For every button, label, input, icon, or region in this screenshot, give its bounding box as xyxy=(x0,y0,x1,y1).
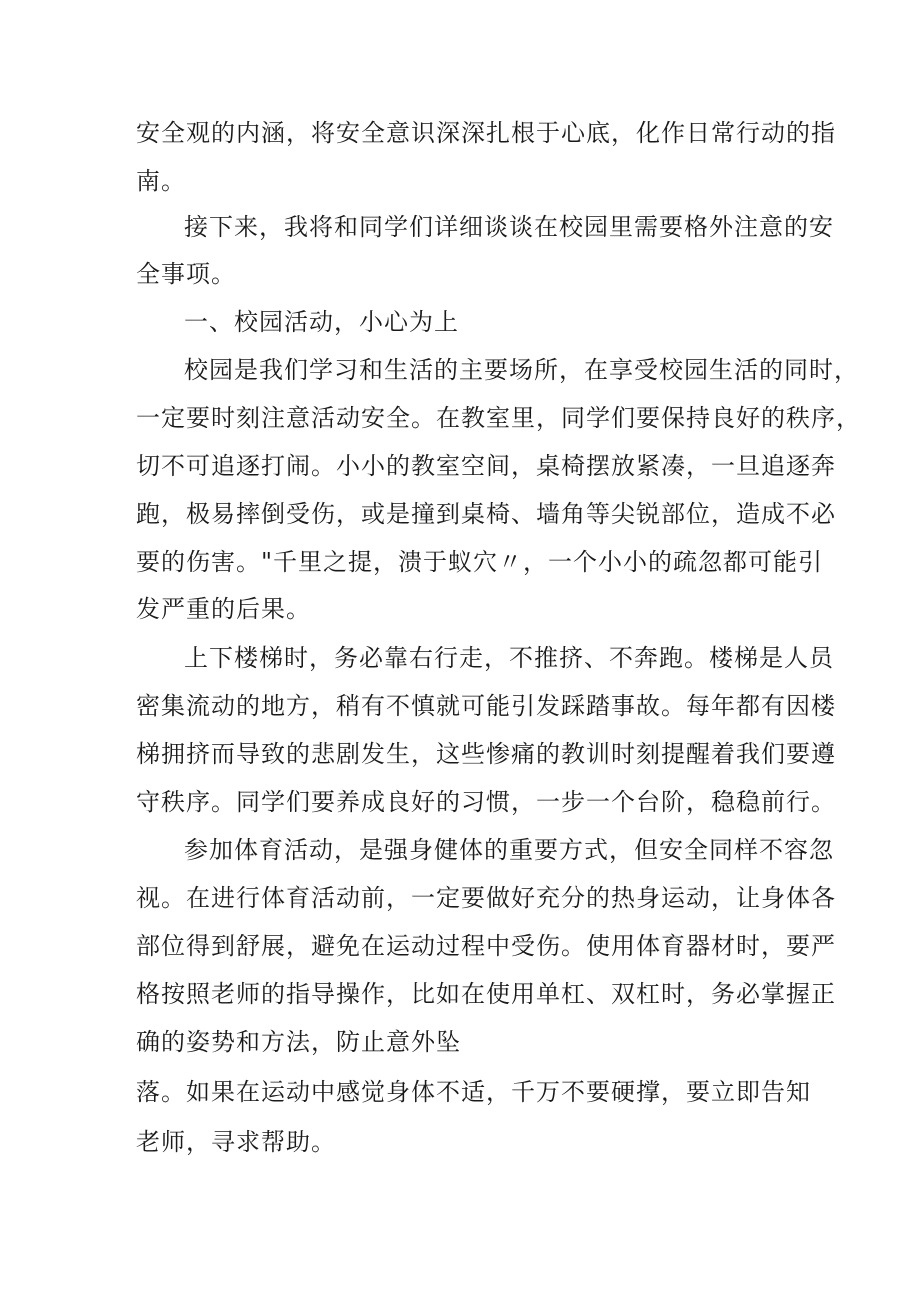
text-line: 一定要时刻注意活动安全。在教室里，同学们要保持良好的秩序， xyxy=(136,404,861,432)
text-line: 视。在进行体育活动前，一定要做好充分的热身运动，让身体各 xyxy=(136,884,836,912)
text-line: 梯拥挤而导致的悲剧发生，这些惨痛的教训时刻提醒着我们要遵 xyxy=(136,740,836,768)
text-line: 落。如果在运动中感觉身体不适，千万不要硬撑，要立即告知 xyxy=(136,1078,811,1106)
text-line: 老师，寻求帮助。 xyxy=(136,1128,336,1156)
text-line: 安全观的内涵，将安全意识深深扎根于心底，化作日常行动的指 xyxy=(136,119,836,147)
text-line: 全事项。 xyxy=(136,260,236,288)
paragraph-start-line: 上下楼梯时，务必靠右行走，不推挤、不奔跑。楼梯是人员 xyxy=(184,644,834,672)
text-line: 守秩序。同学们要养成良好的习惯，一步一个台阶，稳稳前行。 xyxy=(136,788,836,816)
text-line: 发严重的后果。 xyxy=(136,595,311,623)
text-line: 跑，极易摔倒受伤，或是撞到桌椅、墙角等尖锐部位，造成不必 xyxy=(136,500,836,528)
text-line: 南。 xyxy=(136,167,186,195)
paragraph-start-line: 接下来，我将和同学们详细谈谈在校园里需要格外注意的安 xyxy=(184,213,834,241)
text-line: 格按照老师的指导操作，比如在使用单杠、双杠时，务必掌握正 xyxy=(136,980,836,1008)
text-line: 部位得到舒展，避免在运动过程中受伤。使用体育器材时，要严 xyxy=(136,932,836,960)
text-line: 要的伤害。"千里之提，溃于蚁穴〃，一个小小的疏忽都可能引 xyxy=(136,548,824,576)
text-line: 密集流动的地方，稍有不慎就可能引发踩踏事故。每年都有因楼 xyxy=(136,692,836,720)
text-line: 确的姿势和方法，防止意外坠 xyxy=(136,1028,461,1056)
section-heading: 一、校园活动，小心为上 xyxy=(184,308,459,336)
paragraph-start-line: 参加体育活动，是强身健体的重要方式，但安全同样不容忽 xyxy=(184,836,834,864)
text-line: 切不可追逐打闹。小小的教室空间，桌椅摆放紧凑，一旦追逐奔 xyxy=(136,452,836,480)
paragraph-start-line: 校园是我们学习和生活的主要场所，在享受校园生活的同时， xyxy=(184,356,859,384)
